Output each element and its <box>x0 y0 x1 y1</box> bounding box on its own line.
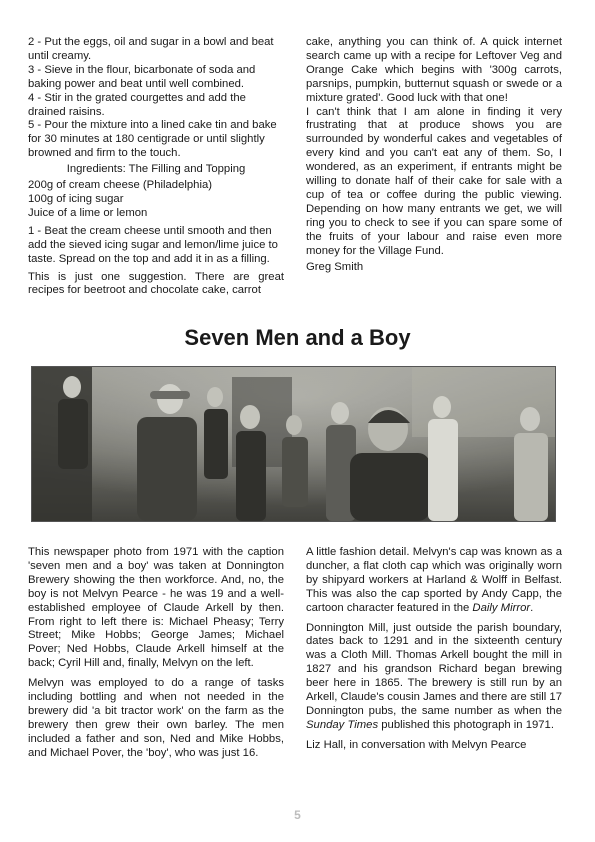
fashion-paragraph: A little fashion detail. Melvyn's cap was known as a duncher, a flat cloth cap which was originally worn by shipyard workers at Harland & Wolff in Belfast. This was also the cap sported by Andy Capp, the cartoon character featured in the Daily Mirror. <box>306 546 562 614</box>
mill-paragraph: Donnington Mill, just outside the parish boundary, dates back to 1291 and in the sixteenth century was a Cloth Mill. Thomas Arkell bought the mill in 1827 and his grandson Richard began brewing beer here in 1865. The brewery is still run by an Arkell, Claude's cousin James and there are still 17 Donnington pubs, the same number as when the Sunday Times published this photograph in 1971. <box>306 621 562 731</box>
recipe-column-right <box>306 36 562 274</box>
closing-text-start: This is just one suggestion. There are great recipes for beetroot and chocolate cake, carrot <box>28 270 284 297</box>
recipe-step: 4 - Stir in the grated courgettes and add the drained raisins. <box>28 91 246 118</box>
brewery-workforce-photo <box>31 366 556 522</box>
article-title: Seven Men and a Boy <box>184 325 411 350</box>
article-paragraph: This newspaper photo from 1971 with the caption 'seven men and a boy' was taken at Donnington Brewery showing the then workforce. And, no, the boy is not Melvyn Pearce - he was 19 and a well-established employee of Claude Arkell by then. From right to left there is: Michael Pheasy; Terry Street; Mike Hobbs; George James; Michael Pover; Ned Hobbs, Claude Arkell himself at the back; Cyril Hill and, finally, Melvyn on the left. <box>28 546 284 670</box>
recipe-step: 5 - Pour the mixture into a lined cake tin and bake for 30 minutes at 180 centigrade or until slightly browned and firm to the touch. <box>28 119 277 160</box>
filling-step: 1 - Beat the cream cheese until smooth and then add the sieved icing sugar and lemon/lime juice to taste. Spread on the top and add it in as a filling. <box>28 224 278 265</box>
article-credit: Liz Hall, in conversation with Melvyn Pearce <box>306 738 527 751</box>
article-column-right <box>306 546 562 757</box>
recipe-step: 3 - Sieve in the flour, bicarbonate of soda and baking power and beat until well combined. <box>28 63 256 90</box>
filling-heading: Ingredients: The Filling and Topping <box>66 163 246 176</box>
recipe-step: 2 - Put the eggs, oil and sugar in a bowl and beat until creamy. <box>28 36 274 62</box>
produce-paragraph: I can't think that I am alone in finding it very frustrating that at produce shows you are surrounded by wonderful cakes and vegetables of every kind and you can't eat any of them. So, I wondered, as an experiment, if entrants might be willing to donate half of their cake for sale with a cup of tea or coffee during the public viewing. Depending on how many entrants we get, we will ring you to check to see if you can spare some of the fruits of your labour and raise even more money for the Village Fund. <box>306 105 562 257</box>
newspaper-title: Sunday Times <box>306 718 379 731</box>
page-number: 5 <box>294 808 301 822</box>
article-paragraph: Melvyn was employed to do a range of tasks including bottling and when not needed in the brewery did 'a bit tractor work' on the farm as the brewery then grew their own barley. The men included a father and son, Ned and Mike Hobbs, and Michael Pover, the 'boy', who was just 16. <box>28 677 284 759</box>
newspaper-title: Daily Mirror <box>472 601 531 614</box>
closing-text-continued: cake, anything you can think of. A quick internet search came up with a recipe for Leftover Veg and Orange Cake which begins with '300g carrots, parsnips, pumpkin, butternut squash or swede or a mixture grated'. Good luck with that one! <box>306 36 562 104</box>
ingredient: 200g of cream cheese (Philadelphia) <box>28 179 212 192</box>
author: Greg Smith <box>306 260 364 273</box>
ingredient: Juice of a lime or lemon <box>28 206 148 219</box>
ingredient: 100g of icing sugar <box>28 192 124 205</box>
article-column-left <box>28 546 284 765</box>
recipe-column-left <box>28 36 284 298</box>
